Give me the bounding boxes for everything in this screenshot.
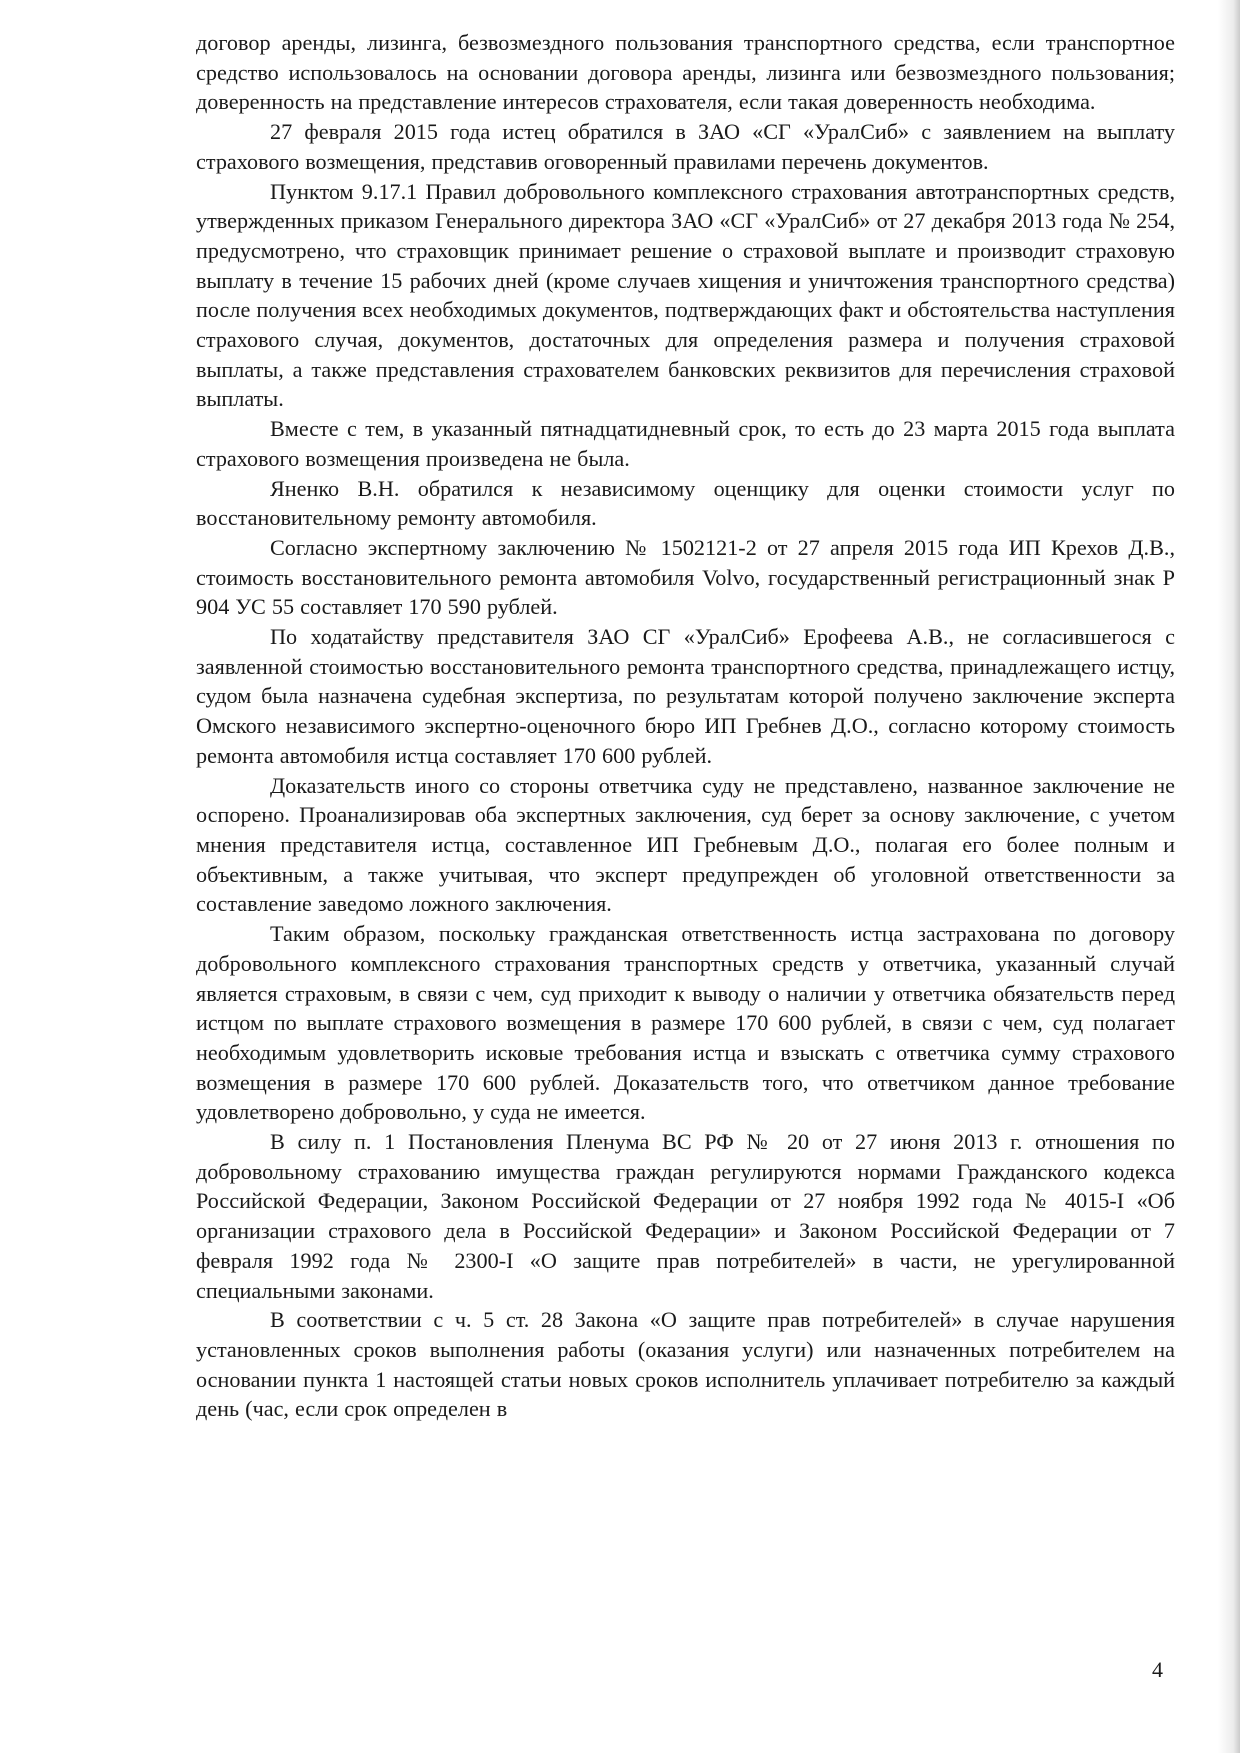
- paragraph-required-documents: договор аренды, лизинга, безвозмездного пользования транспортного средства, если транспортное средство использовалось на основании договора аренды, лизинга или безвозмездного пользования; доверенность на представление интересов страхователя, если такая доверенность необходима.: [196, 30, 1175, 115]
- paragraph-evidence-assessment: Доказательств иного со стороны ответчика суду не представлено, названное заключение не оспорено. Проанализировав оба экспертных заключения, суд берет за основу заключение, с учетом мнения представителя истца, составленное ИП Гребневым Д.О., полагая его более полным и объективным, а также учитывая, что эксперт предупрежден об уголовной ответственности за составление заведомо ложного заключения.: [196, 772, 1175, 917]
- paragraph-plenum-resolution: В силу п. 1 Постановления Пленума ВС РФ № 20 от 27 июня 2013 г. отношения по добровольному страхованию имущества граждан регулируются нормами Гражданского кодекса Российской Федерации, Законом Российской Федерации от 27 ноября 1992 года № 4015-I «Об организации страхового дела в Российской Федерации» и Законом Российской Федерации от 7 февраля 1992 года № 2300-I «О защите прав потребителей» в части, не урегулированной специальными законами.: [196, 1129, 1175, 1303]
- paragraph-payment-not-made: Вместе с тем, в указанный пятнадцатидневный срок, то есть до 23 марта 2015 года выплата страхового возмещения произведена не была.: [196, 416, 1175, 471]
- page-number: 4: [1152, 1657, 1163, 1682]
- paragraph-court-conclusion: Таким образом, поскольку гражданская ответственность истца застрахована по договору добровольного комплексного страхования транспортных средств у ответчика, указанный случай является страховым, в связи с чем, суд приходит к выводу о наличии у ответчика обязательств перед истцом по выплате страхового возмещения в размере 170 600 рублей, в связи с чем, суд полагает необходимым удовлетворить исковые требования истца и взыскать с ответчика сумму страхового возмещения в размере 170 600 рублей. Доказательств того, что ответчиком данное требование удовлетворено добровольно, у суда не имеется.: [196, 921, 1175, 1125]
- paragraph-court-expertise: По ходатайству представителя ЗАО СГ «УралСиб» Ерофеева А.В., не согласившегося с заявленной стоимостью восстановительного ремонта транспортного средства, принадлежащего истцу, судом была назначена судебная экспертиза, по результатам которой получено заключение эксперта Омского независимого экспертно-оценочного бюро ИП Гребнев Д.О., согласно которому стоимость ремонта автомобиля истца составляет 170 600 рублей.: [196, 624, 1175, 768]
- scan-shadow-edge: [1218, 0, 1240, 1753]
- document-body: [196, 28, 1175, 1424]
- paragraph-independent-appraiser: Яненко В.Н. обратился к независимому оценщику для оценки стоимости услуг по восстановительному ремонту автомобиля.: [196, 475, 1175, 531]
- paragraph-claim-filed: 27 февраля 2015 года истец обратился в ЗАО «СГ «УралСиб» с заявлением на выплату страхового возмещения, представив оговоренный правилами перечень документов.: [196, 119, 1175, 174]
- paragraph-consumer-protection-law: В соответствии с ч. 5 ст. 28 Закона «О защите прав потребителей» в случае нарушения установленных сроков выполнения работы (оказания услуги) или назначенных потребителем на основании пункта 1 настоящей статьи новых сроков исполнитель уплачивает потребителю за каждый день (час, если срок определен в: [196, 1307, 1175, 1422]
- paragraph-insurance-rules: Пунктом 9.17.1 Правил добровольного комплексного страхования автотранспортных средств, утвержденных приказом Генерального директора ЗАО «СГ «УралСиб» от 27 декабря 2013 года № 254, предусмотрено, что страховщик принимает решение о страховой выплате и производит страховую выплату в течение 15 рабочих дней (кроме случаев хищения и уничтожения транспортного средства) после получения всех необходимых документов, подтверждающих факт и обстоятельства наступления страхового случая, документов, достаточных для определения размера и получения страховой выплаты, а также представления страхователем банковских реквизитов для перечисления страховой выплаты.: [196, 178, 1175, 412]
- paragraph-expert-conclusion: Согласно экспертному заключению № 1502121-2 от 27 апреля 2015 года ИП Крехов Д.В., стоимость восстановительного ремонта автомобиля Volvo, государственный регистрационный знак Р 904 УС 55 составляет 170 590 рублей.: [196, 534, 1175, 620]
